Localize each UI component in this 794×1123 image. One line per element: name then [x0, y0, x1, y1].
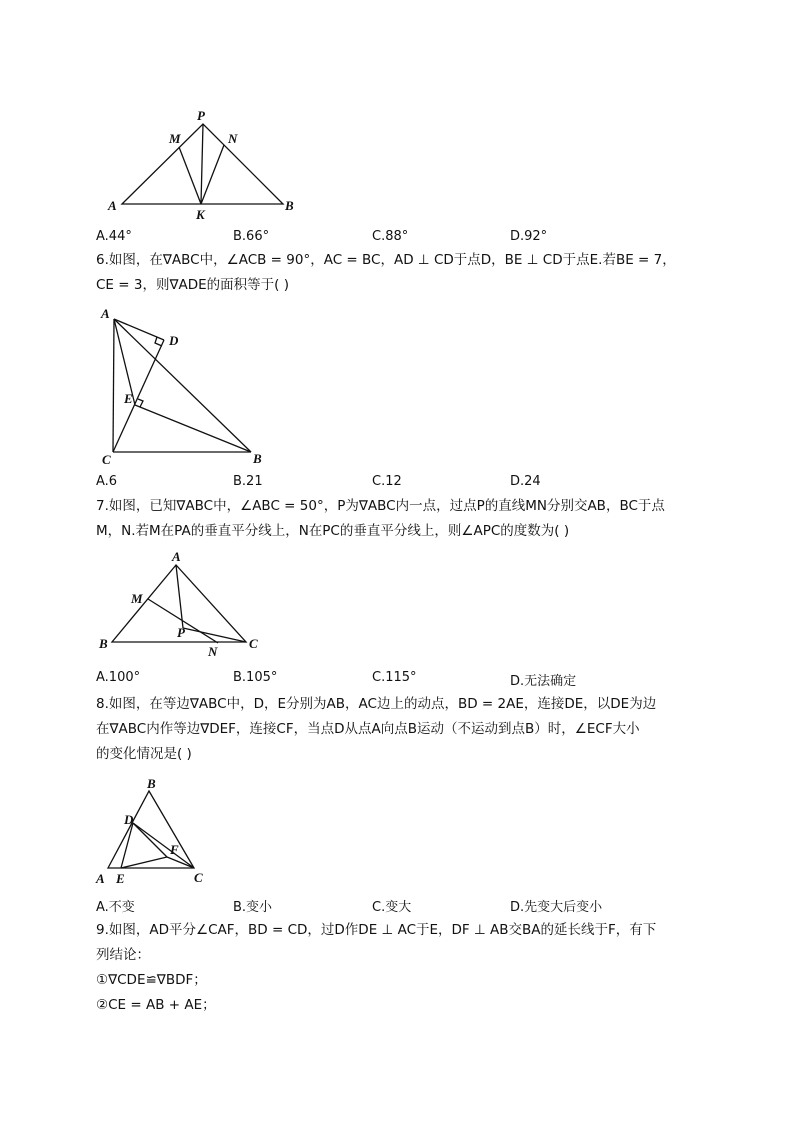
option-a[interactable]: A.不变 — [96, 900, 135, 915]
label-f: F — [170, 842, 179, 857]
option-b[interactable]: B.变小 — [233, 900, 273, 915]
question-7-line-1: 7.如图，已知∇ABC中，∠ABC = 50°，P为∇ABC内一点，过点P的直线MN分别交AB，BC于点 — [96, 498, 665, 514]
option-b[interactable]: B.105° — [233, 670, 278, 685]
figure-q6 — [96, 302, 276, 467]
segment-ab — [114, 319, 251, 452]
option-d[interactable]: D.92° — [510, 229, 548, 244]
q7-options — [96, 670, 716, 688]
label-d: D — [169, 333, 179, 348]
option-d[interactable]: D.先变大后变小 — [510, 900, 603, 915]
question-9-line-1: 9.如图，AD平分∠CAF，BD = CD，过D作DE ⊥ AC于E，DF ⊥ AB交BA的延长线于F，有下 — [96, 922, 657, 938]
label-p: P — [177, 625, 185, 640]
option-c[interactable]: C.12 — [372, 474, 402, 489]
label-e: E — [124, 391, 133, 406]
option-d[interactable]: D.无法确定 — [510, 674, 577, 689]
label-b: B — [147, 776, 156, 791]
label-a: A — [101, 306, 110, 321]
question-6 — [96, 248, 700, 298]
segment-dc — [133, 823, 194, 868]
label-a: A — [172, 549, 181, 564]
segment-ef — [121, 857, 167, 868]
label-b: B — [285, 198, 294, 213]
label-b: B — [99, 636, 108, 651]
q8-options — [96, 896, 716, 914]
option-a[interactable]: A.44° — [96, 229, 132, 244]
question-9-line-4: ②CE = AB + AE； — [96, 997, 216, 1013]
label-c: C — [249, 636, 258, 651]
label-a: A — [108, 198, 117, 213]
q5-options — [96, 229, 716, 247]
segment-de — [121, 823, 133, 868]
option-a[interactable]: A.100° — [96, 670, 141, 685]
label-k: K — [196, 207, 205, 222]
segment-pk — [201, 124, 203, 204]
question-7 — [96, 494, 700, 544]
label-p: P — [197, 108, 205, 123]
segment-nk — [201, 145, 224, 204]
figure-q8 — [90, 776, 220, 888]
label-c: C — [102, 452, 111, 467]
segment-cd — [113, 340, 164, 452]
question-7-line-2: M，N.若M在PA的垂直平分线上，N在PC的垂直平分线上，则∠APC的度数为( ) — [96, 523, 570, 539]
question-8-line-3: 的变化情况是( ) — [96, 746, 192, 762]
segment-df — [133, 823, 167, 857]
label-n: N — [228, 131, 238, 146]
option-a[interactable]: A.6 — [96, 474, 118, 489]
segment-ac — [113, 319, 114, 452]
triangle-abc — [108, 791, 194, 868]
question-6-line-2: CE = 3，则∇ADE的面积等于( ) — [96, 277, 289, 293]
right-angle-e — [138, 399, 143, 407]
q6-options — [96, 474, 716, 492]
question-8-line-2: 在∇ABC内作等边∇DEF，连接CF，当点D从点A向点B运动（不运动到点B）时，∠ECF大小 — [96, 721, 640, 737]
segment-pc — [183, 628, 246, 642]
option-c[interactable]: C.115° — [372, 670, 417, 685]
figure-q7 — [96, 550, 276, 662]
option-c[interactable]: C.变大 — [372, 900, 412, 915]
question-9-line-3: ①∇CDE≌∇BDF； — [96, 972, 207, 988]
figure-q5 — [100, 104, 310, 222]
label-e: E — [116, 871, 125, 886]
label-c: C — [194, 870, 203, 885]
option-d[interactable]: D.24 — [510, 474, 541, 489]
option-b[interactable]: B.66° — [233, 229, 270, 244]
segment-mk — [179, 147, 201, 204]
question-8 — [96, 692, 700, 767]
question-6-line-1: 6.如图，在∇ABC中，∠ACB = 90°，AC = BC，AD ⊥ CD于点D，BE ⊥ CD于点E.若BE = 7， — [96, 252, 676, 268]
label-m: M — [131, 591, 143, 606]
question-9 — [96, 918, 700, 1018]
label-n: N — [208, 644, 218, 659]
label-m: M — [169, 131, 181, 146]
segment-eb — [135, 405, 251, 452]
option-c[interactable]: C.88° — [372, 229, 409, 244]
label-d: D — [124, 812, 134, 827]
question-9-line-2: 列结论： — [96, 947, 150, 963]
option-b[interactable]: B.21 — [233, 474, 263, 489]
label-a: A — [96, 871, 105, 886]
label-b: B — [253, 451, 262, 466]
question-8-line-1: 8.如图，在等边∇ABC中，D，E分别为AB，AC边上的动点，BD = 2AE，连接DE，以DE为边 — [96, 696, 657, 712]
